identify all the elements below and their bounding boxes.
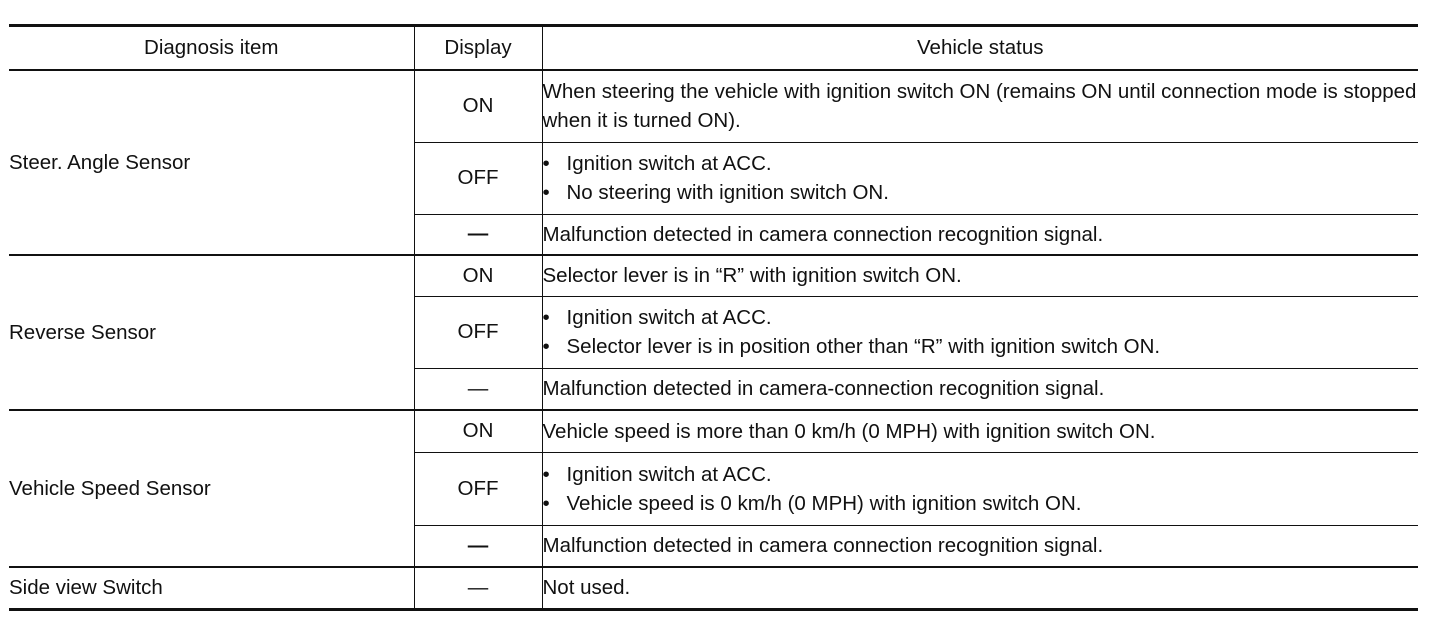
bullet-dot: • <box>542 335 550 358</box>
table-row <box>9 567 1418 609</box>
vehicle-status-cell: Not used. <box>542 567 1418 609</box>
bullet-dot: • <box>542 152 550 175</box>
display-cell: OFF <box>414 296 542 368</box>
vehicle-status-cell: When steering the vehicle with ignition switch ON (remains ON until connection mode is stopped when it is turned ON). <box>542 70 1418 142</box>
display-cell: ON <box>414 410 542 452</box>
bullet-line <box>543 149 1419 178</box>
bullet-line <box>543 332 1419 361</box>
bullet-dot: • <box>542 462 550 486</box>
diagnosis-table <box>9 24 1418 611</box>
vehicle-status-cell: Vehicle speed is more than 0 km/h (0 MPH) with ignition switch ON. <box>542 410 1418 452</box>
bullet-text: Selector lever is in position other than “R” with ignition switch ON. <box>566 335 1161 358</box>
diagnosis-item-cell: Side view Switch <box>9 567 414 609</box>
display-cell: ON <box>414 70 542 142</box>
bullet-line <box>543 489 1419 518</box>
bullet-text: Ignition switch at ACC. <box>566 462 772 486</box>
table-row <box>9 410 1418 452</box>
bullet-dot: • <box>542 306 550 329</box>
vehicle-status-cell <box>542 142 1418 214</box>
vehicle-status-cell: Malfunction detected in camera-connection recognition signal. <box>542 368 1418 410</box>
display-cell: OFF <box>414 142 542 214</box>
bullet-text: Vehicle speed is 0 km/h (0 MPH) with ignition switch ON. <box>566 491 1082 515</box>
table-row <box>9 255 1418 296</box>
display-cell: ON <box>414 255 542 296</box>
bullet-line <box>543 303 1419 332</box>
vehicle-status-cell <box>542 452 1418 525</box>
vehicle-status-cell: Selector lever is in “R” with ignition switch ON. <box>542 255 1418 296</box>
vehicle-status-cell: Malfunction detected in camera connection recognition signal. <box>542 525 1418 567</box>
diagnosis-item-cell: Steer. Angle Sensor <box>9 70 414 255</box>
bullet-line <box>543 460 1419 489</box>
vehicle-status-cell <box>542 296 1418 368</box>
bullet-line <box>543 178 1419 207</box>
table-row <box>9 70 1418 142</box>
display-cell: — <box>414 525 542 567</box>
bullet-text: Ignition switch at ACC. <box>566 152 772 175</box>
display-cell: OFF <box>414 452 542 525</box>
bullet-text: No steering with ignition switch ON. <box>566 181 889 204</box>
bullet-text: Ignition switch at ACC. <box>566 306 772 329</box>
bullet-dot: • <box>542 181 550 204</box>
display-cell: — <box>414 567 542 609</box>
header-diagnosis-item: Diagnosis item <box>9 26 414 71</box>
vehicle-status-cell: Malfunction detected in camera connection recognition signal. <box>542 214 1418 255</box>
header-row <box>9 26 1418 71</box>
header-display: Display <box>414 26 542 71</box>
display-cell: — <box>414 214 542 255</box>
bullet-dot: • <box>542 491 550 515</box>
header-vehicle-status: Vehicle status <box>542 26 1418 71</box>
diagnosis-item-cell: Vehicle Speed Sensor <box>9 410 414 567</box>
diagnosis-item-cell: Reverse Sensor <box>9 255 414 410</box>
display-cell: — <box>414 368 542 410</box>
